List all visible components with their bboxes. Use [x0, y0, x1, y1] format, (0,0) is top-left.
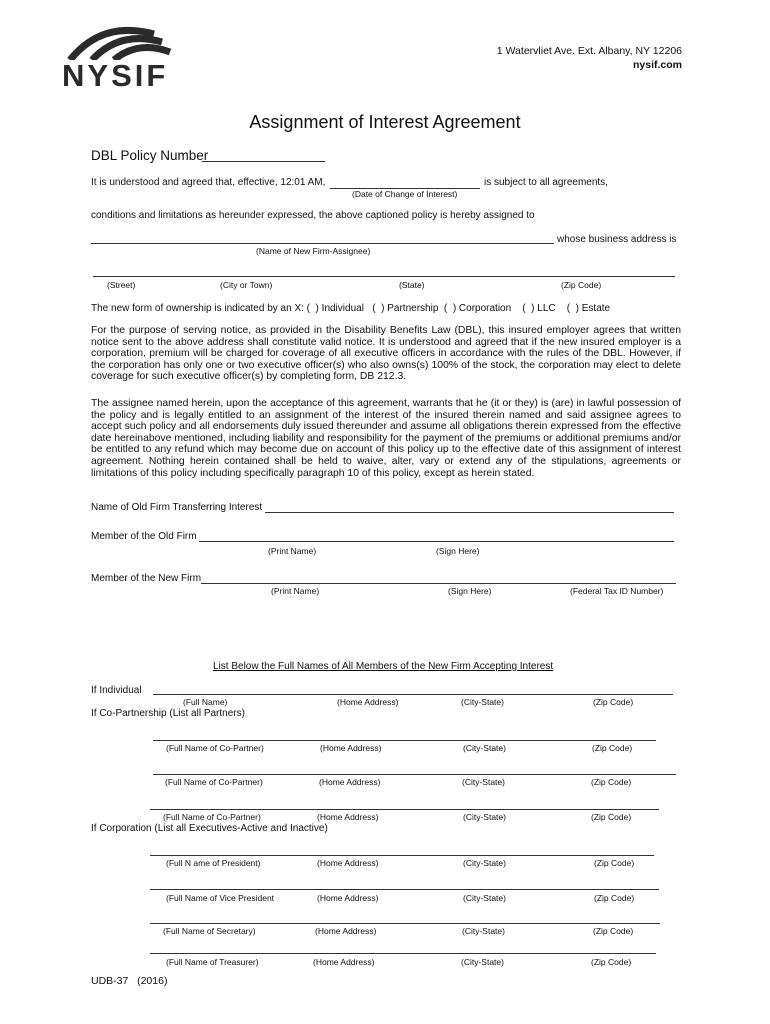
nysif-logo-text: NYSIF [62, 58, 169, 93]
secretary-caption: (Full Name of Secretary) [163, 926, 256, 936]
partner-3-name-caption: (Full Name of Co-Partner) [163, 812, 261, 822]
president-zip-caption: (Zip Code) [594, 858, 635, 868]
treasurer-zip-caption: (Zip Code) [591, 957, 632, 967]
old-print-name-caption: (Print Name) [268, 546, 317, 556]
company-website: nysif.com [632, 59, 682, 71]
conditions-text: conditions and limitations as hereunder expressed, the above captioned policy is hereby assigned to [91, 210, 535, 221]
tax-id-caption: (Federal Tax ID Number) [570, 586, 664, 596]
partner-1-name-caption: (Full Name of Co-Partner) [166, 743, 264, 753]
president-city-caption: (City-State) [463, 858, 506, 868]
policy-number-field[interactable] [202, 161, 325, 162]
assignee-caption: (Name of New Firm-Assignee) [256, 246, 371, 256]
secretary-zip-caption: (Zip Code) [593, 926, 634, 936]
secretary-address-caption: (Home Address) [315, 926, 377, 936]
partner-2-city-caption: (City-State) [462, 777, 505, 787]
street-caption: (Street) [107, 280, 136, 290]
partner-1-field[interactable] [153, 740, 656, 741]
partnership-label: If Co-Partnership (List all Partners) [91, 708, 245, 719]
partner-3-address-caption: (Home Address) [317, 812, 379, 822]
new-firm-name-field[interactable] [91, 243, 554, 244]
vice-president-address-caption: (Home Address) [317, 893, 379, 903]
effective-text-end: is subject to all agreements, [484, 177, 608, 188]
city-caption: (City or Town) [220, 280, 273, 290]
new-member-label: Member of the New Firm [91, 573, 202, 584]
old-member-field[interactable] [199, 541, 674, 542]
president-caption: (Full N ame of President) [166, 858, 261, 868]
old-member-label: Member of the Old Firm [91, 531, 197, 542]
partner-3-city-caption: (City-State) [463, 812, 506, 822]
vice-president-zip-caption: (Zip Code) [594, 893, 635, 903]
home-address-caption: (Home Address) [337, 697, 399, 707]
policy-number-label: DBL Policy Number [91, 148, 209, 163]
business-address-field[interactable] [93, 276, 675, 277]
partner-2-field[interactable] [153, 774, 676, 775]
company-address: 1 Watervliet Ave. Ext. Albany, NY 12206 [496, 45, 682, 57]
partner-2-zip-caption: (Zip Code) [591, 777, 632, 787]
effective-text: It is understood and agreed that, effective, 12:01 AM, [91, 177, 326, 188]
state-caption: (State) [399, 280, 425, 290]
secretary-field[interactable] [150, 923, 660, 924]
business-address-text: whose business address is [557, 234, 677, 245]
old-firm-field[interactable] [265, 512, 674, 513]
secretary-city-caption: (City-State) [462, 926, 505, 936]
partner-2-name-caption: (Full Name of Co-Partner) [165, 777, 263, 787]
old-sign-here-caption: (Sign Here) [436, 546, 480, 556]
new-print-name-caption: (Print Name) [271, 586, 320, 596]
vice-president-caption: (Full Name of Vice President [166, 893, 275, 903]
zip-code-caption: (Zip Code) [593, 697, 634, 707]
warranty-paragraph: The assignee named herein, upon the acceptance of this agreement, warrants that he (it or they) is (are) in lawful possession of the policy and is legally entitled to an assignment of the interest of the insured therein named and said assignee agrees to accept such policy and all endorsements duly issued thereunder and assume all obligations therein expressed from the effective date hereinabove mentioned, including liability and responsibility for the payment of the premiums or additional premiums and/or be entitled to any refund which may become due on account of this policy up to the effective date of this assignment of interest agreement. Nothing herein contained shall be held to waive, alter, vary or extend any of the stipulations, agreements or limitations of this policy including specifically paragraph 10 of this policy, except as herein stated. [91, 398, 681, 479]
individual-label: If Individual [91, 685, 142, 696]
full-name-caption: (Full Name) [183, 697, 228, 707]
ownership-options: The new form of ownership is indicated by an X: ( ) Individual ( ) Partnership ( ) Corporation ( ) LLC ( ) Estate [91, 303, 611, 314]
partner-3-field[interactable] [150, 809, 659, 810]
old-firm-label: Name of Old Firm Transferring Interest [91, 502, 263, 513]
notice-paragraph: For the purpose of serving notice, as provided in the Disability Benefits Law (DBL), this insured employer agrees that written notice sent to the above address shall constitute valid notice. It is understood and agreed that if the new insured employer is a corporation, premium will be charged for coverage of all executive officers in accordance with the rules of the DBL. However, if the corporation has only one or two executive officer(s) who also owns(s) 100% of the stock, the corporation may elect to delete coverage for such executive officer(s) by completing form, DB 212.3. [91, 325, 681, 383]
treasurer-caption: (Full Name of Treasurer) [166, 957, 259, 967]
president-address-caption: (Home Address) [317, 858, 379, 868]
partner-1-zip-caption: (Zip Code) [592, 743, 633, 753]
form-id-footer: UDB-37 (2016) [91, 975, 168, 987]
page-title: Assignment of Interest Agreement [249, 112, 521, 132]
partner-1-city-caption: (City-State) [463, 743, 506, 753]
zip-caption: (Zip Code) [561, 280, 602, 290]
treasurer-city-caption: (City-State) [461, 957, 504, 967]
partner-2-address-caption: (Home Address) [319, 777, 381, 787]
treasurer-field[interactable] [150, 953, 656, 954]
date-caption: (Date of Change of Interest) [352, 189, 458, 199]
vice-president-field[interactable] [150, 889, 659, 890]
president-field[interactable] [150, 855, 654, 856]
partner-3-zip-caption: (Zip Code) [591, 812, 632, 822]
members-list-heading: List Below the Full Names of All Members of the New Firm Accepting Interest [213, 661, 554, 672]
new-sign-here-caption: (Sign Here) [448, 586, 492, 596]
new-member-field[interactable] [201, 583, 676, 584]
corporation-label: If Corporation (List all Executives-Active and Inactive) [91, 823, 328, 834]
city-state-caption: (City-State) [461, 697, 504, 707]
vice-president-city-caption: (City-State) [463, 893, 506, 903]
nysif-logo-arcs-icon [62, 26, 182, 60]
partner-1-address-caption: (Home Address) [320, 743, 382, 753]
individual-field[interactable] [153, 694, 673, 695]
treasurer-address-caption: (Home Address) [313, 957, 375, 967]
